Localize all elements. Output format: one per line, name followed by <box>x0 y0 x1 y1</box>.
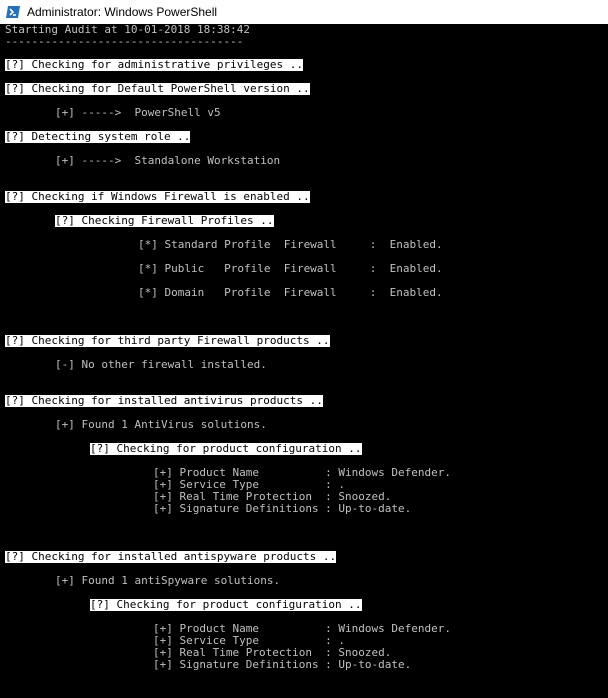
ps-version-check-line: [?] Checking for Default PowerShell version .. <box>5 82 310 95</box>
admin-check-line: [?] Checking for administrative privileges .. <box>5 58 304 71</box>
antispyware-service-type: [+] Service Type : . <box>153 634 346 647</box>
role-check-line: [?] Detecting system role .. <box>5 130 191 143</box>
antispyware-config-check-line: [?] Checking for product configuration .. <box>90 598 362 611</box>
ps-version-result: [+] -----> PowerShell v5 <box>55 106 221 119</box>
firewall-profiles-check-line: [?] Checking Firewall Profiles .. <box>55 214 274 227</box>
antispyware-found: [+] Found 1 antiSpyware solutions. <box>55 574 281 587</box>
firewall-profile-public: [*] Public Profile Firewall : Enabled. <box>138 262 443 275</box>
antivirus-check-line: [?] Checking for installed antivirus products .. <box>5 394 323 407</box>
antispyware-product-name: [+] Product Name : Windows Defender. <box>153 622 452 635</box>
antivirus-realtime-protection: [+] Real Time Protection : Snoozed. <box>153 490 392 503</box>
antispyware-realtime-protection: [+] Real Time Protection : Snoozed. <box>153 646 392 659</box>
firewall-profile-domain: [*] Domain Profile Firewall : Enabled. <box>138 286 443 299</box>
antispyware-check-line: [?] Checking for installed antispyware products .. <box>5 550 337 563</box>
third-party-firewall-result: [-] No other firewall installed. <box>55 358 267 371</box>
window-title: Administrator: Windows PowerShell <box>27 5 218 19</box>
antivirus-config-check-line: [?] Checking for product configuration .. <box>90 442 362 455</box>
separator: ------------------------------------ <box>5 35 244 48</box>
role-result: [+] -----> Standalone Workstation <box>55 154 281 167</box>
console-output[interactable] <box>0 24 608 698</box>
antivirus-signature-definitions: [+] Signature Definitions : Up-to-date. <box>153 502 412 515</box>
antivirus-product-name: [+] Product Name : Windows Defender. <box>153 466 452 479</box>
powershell-icon <box>5 4 21 20</box>
antispyware-signature-definitions: [+] Signature Definitions : Up-to-date. <box>153 658 412 671</box>
third-party-firewall-check-line: [?] Checking for third party Firewall products .. <box>5 334 330 347</box>
antivirus-found: [+] Found 1 AntiVirus solutions. <box>55 418 267 431</box>
firewall-check-line: [?] Checking if Windows Firewall is enabled .. <box>5 190 310 203</box>
title-bar[interactable] <box>0 0 608 24</box>
antivirus-service-type: [+] Service Type : . <box>153 478 346 491</box>
audit-header: Starting Audit at 10-01-2018 18:38:42 <box>5 23 251 36</box>
firewall-profile-standard: [*] Standard Profile Firewall : Enabled. <box>138 238 443 251</box>
